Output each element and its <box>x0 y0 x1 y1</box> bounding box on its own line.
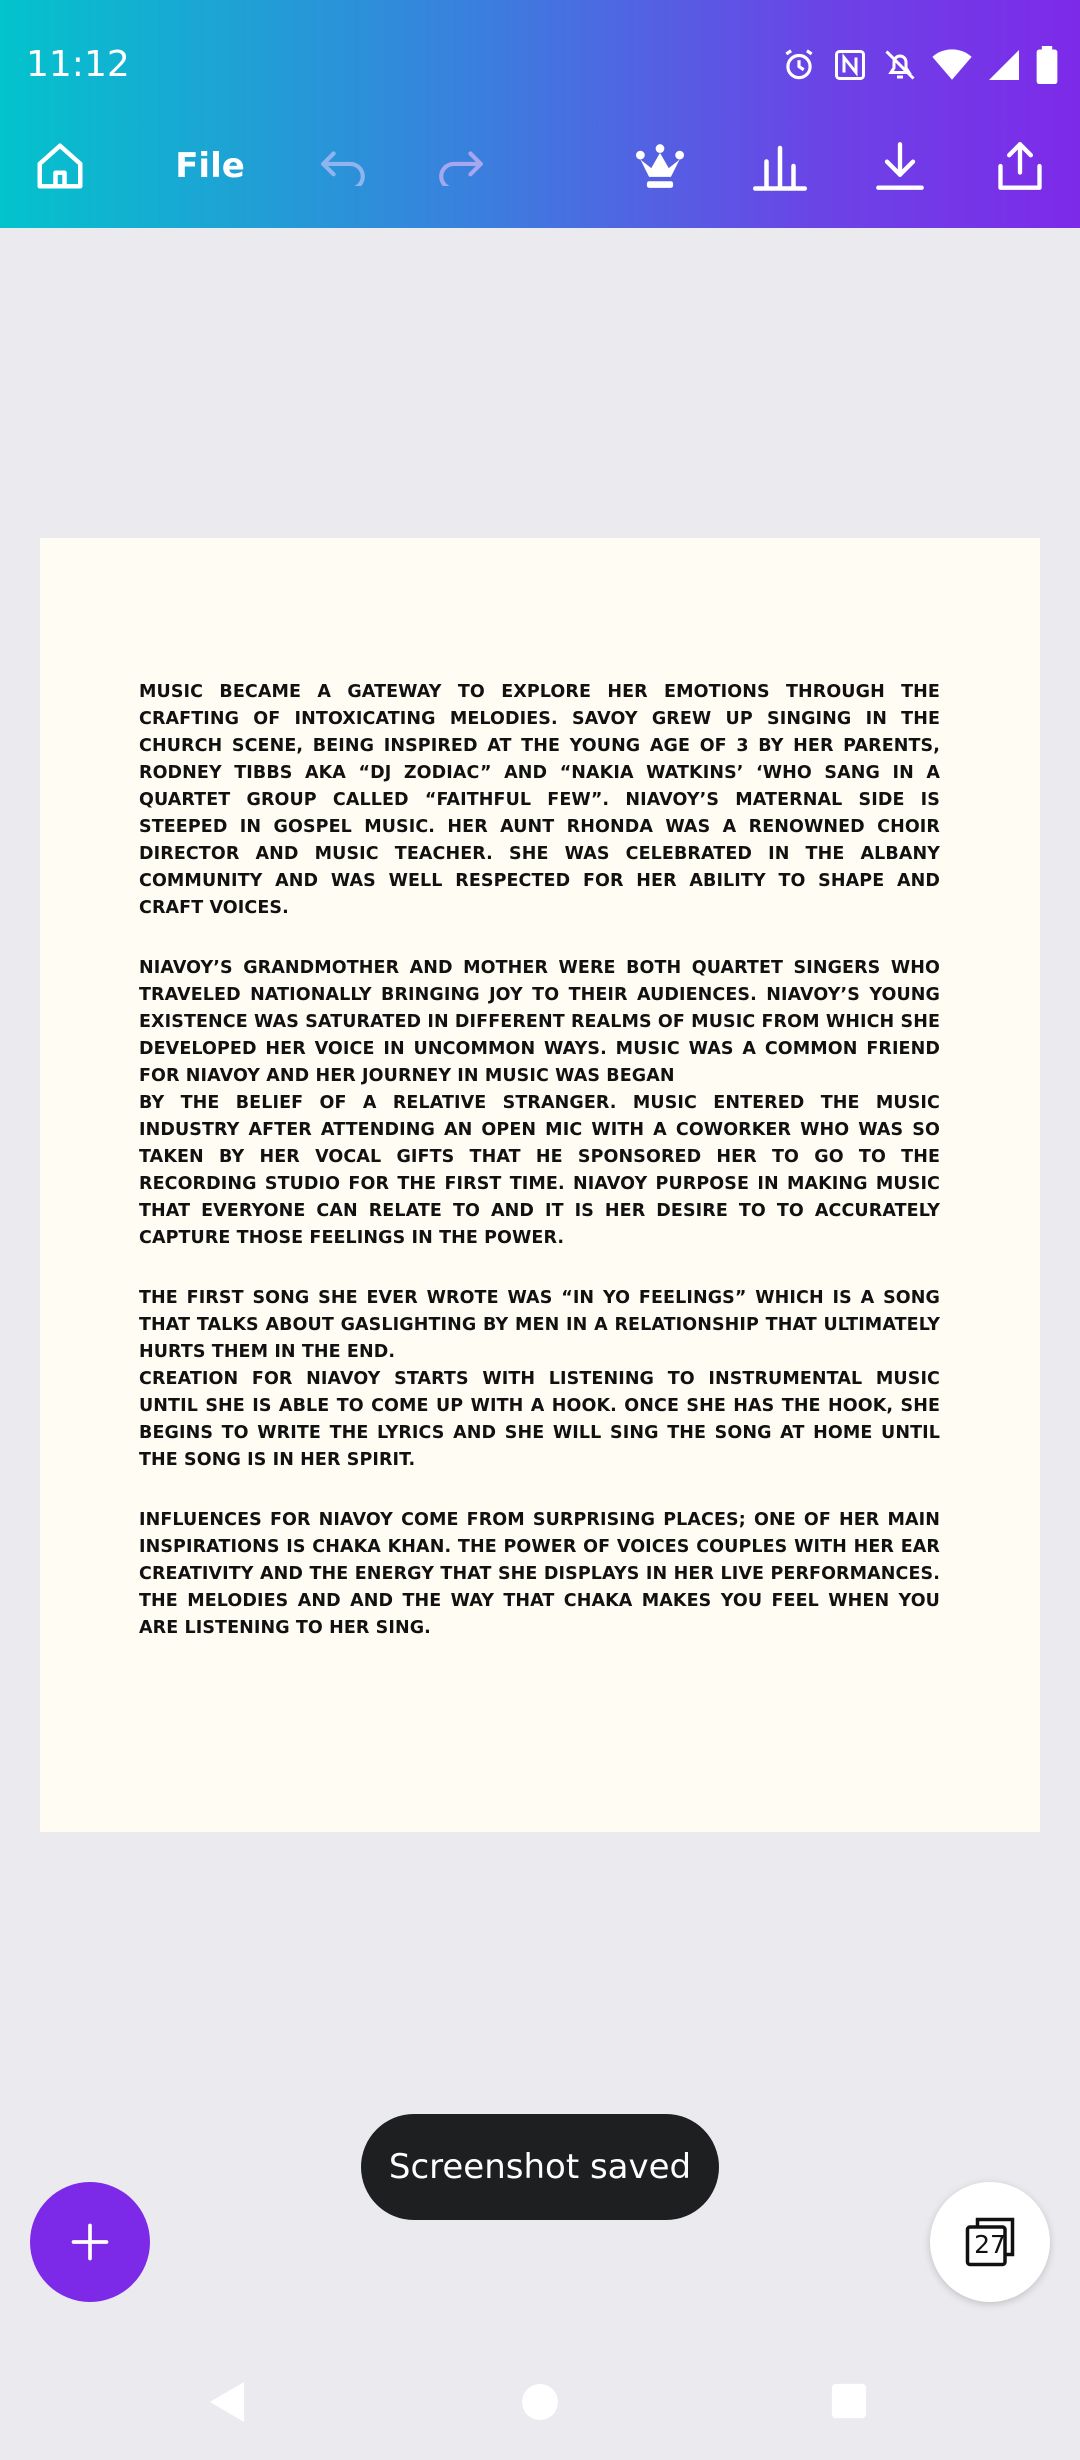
bell-off-icon <box>882 47 918 83</box>
text-box[interactable] <box>139 679 940 1675</box>
back-icon[interactable] <box>208 2380 248 2424</box>
undo-icon <box>319 146 369 186</box>
redo-icon <box>435 146 485 186</box>
download-button[interactable] <box>868 134 932 198</box>
alarm-icon <box>780 46 818 84</box>
plus-icon <box>68 2220 112 2264</box>
home-icon <box>33 139 87 193</box>
home-button[interactable] <box>28 134 92 198</box>
recents-icon[interactable] <box>830 2382 868 2420</box>
design-page[interactable] <box>40 538 1040 1832</box>
page-count: 27 <box>974 2230 1006 2259</box>
share-button[interactable] <box>988 134 1052 198</box>
file-menu-button[interactable]: File <box>175 146 245 186</box>
insights-button[interactable] <box>748 134 812 198</box>
signal-icon <box>986 47 1022 83</box>
battery-icon <box>1036 46 1058 84</box>
crown-icon <box>633 142 687 190</box>
wifi-icon <box>932 47 972 83</box>
status-icons <box>780 44 1058 86</box>
pages-button[interactable] <box>930 2182 1050 2302</box>
premium-button[interactable] <box>628 134 692 198</box>
share-icon <box>994 140 1046 192</box>
toast-message: Screenshot saved <box>361 2114 719 2220</box>
system-nav-bar <box>0 2340 1080 2460</box>
home-circle-icon[interactable] <box>520 2382 560 2422</box>
add-element-button[interactable] <box>30 2182 150 2302</box>
nfc-icon <box>832 47 868 83</box>
paragraph-1: MUSIC BECAME A GATEWAY TO EXPLORE HER EMOTIONS THROUGH THE CRAFTING OF INTOXICATING MELODIES. SAVOY GREW UP SINGING IN THE CHURCH SCENE, BEING INSPIRED AT THE YOUNG AGE OF 3 BY HER PARENTS, RODNEY TIBBS AKA “DJ ZODIAC” AND “NAKIA WATKINS’ ‘WHO SANG IN A QUARTET GROUP CALLED “FAITHFUL FEW”. NIAVOY’S MATERNAL SIDE IS STEEPED IN GOSPEL MUSIC. HER AUNT RHONDA WAS A RENOWNED CHOIR DIRECTOR AND MUSIC TEACHER. SHE WAS CELEBRATED IN THE ALBANY COMMUNITY AND WAS WELL RESPECTED FOR HER ABILITY TO SHAPE AND CRAFT VOICES. <box>139 682 940 918</box>
paragraph-3: THE FIRST SONG SHE EVER WROTE WAS “IN YO FEELINGS” WHICH IS A SONG THAT TALKS ABOUT GASLIGHTING BY MEN IN A RELATIONSHIP THAT ULTIMATELY HURTS THEM IN THE END. CREATION FOR NIAVOY STARTS WITH LISTENING TO INSTRUMENTAL MUSIC UNTIL SHE IS ABLE TO COME UP WITH A HOOK. ONCE SHE HAS THE HOOK, SHE BEGINS TO WRITE THE LYRICS AND SHE WILL SING THE SONG AT HOME UNTIL THE SONG IS IN HER SPIRIT. <box>139 1288 940 1470</box>
top-app-bar <box>0 0 1080 228</box>
status-time: 11:12 <box>26 44 130 85</box>
paragraph-4: INFLUENCES FOR NIAVOY COME FROM SURPRISING PLACES; ONE OF HER MAIN INSPIRATIONS IS CHAKA KHAN. THE POWER OF VOICES COUPLES WITH HER EAR CREATIVITY AND THE ENERGY THAT SHE DISPLAYS IN HER LIVE PERFORMANCES. THE MELODIES AND AND THE WAY THAT CHAKA MAKES YOU FEEL WHEN YOU ARE LISTENING TO HER SING. <box>139 1510 940 1638</box>
undo-button[interactable] <box>312 134 376 198</box>
chart-icon <box>753 141 807 191</box>
paragraph-2: NIAVOY’S GRANDMOTHER AND MOTHER WERE BOTH QUARTET SINGERS WHO TRAVELED NATIONALLY BRINGING JOY TO THEIR AUDIENCES. NIAVOY’S YOUNG EXISTENCE WAS SATURATED IN DIFFERENT REALMS OF MUSIC FROM WHICH SHE DEVELOPED HER VOICE IN UNCOMMON WAYS. MUSIC WAS A COMMON FRIEND FOR NIAVOY AND HER JOURNEY IN MUSIC WAS BEGAN BY THE BELIEF OF A RELATIVE STRANGER. MUSIC ENTERED THE MUSIC INDUSTRY AFTER ATTENDING AN OPEN MIC WITH A COWORKER WHO WAS SO TAKEN BY HER VOCAL GIFTS THAT HE SPONSORED HER TO GO TO THE RECORDING STUDIO FOR THE FIRST TIME. NIAVOY PURPOSE IN MAKING MUSIC THAT EVERYONE CAN RELATE TO AND IT IS HER DESIRE TO TO ACCURATELY CAPTURE THOSE FEELINGS IN THE POWER. <box>139 958 940 1248</box>
download-icon <box>874 140 926 192</box>
redo-button[interactable] <box>428 134 492 198</box>
